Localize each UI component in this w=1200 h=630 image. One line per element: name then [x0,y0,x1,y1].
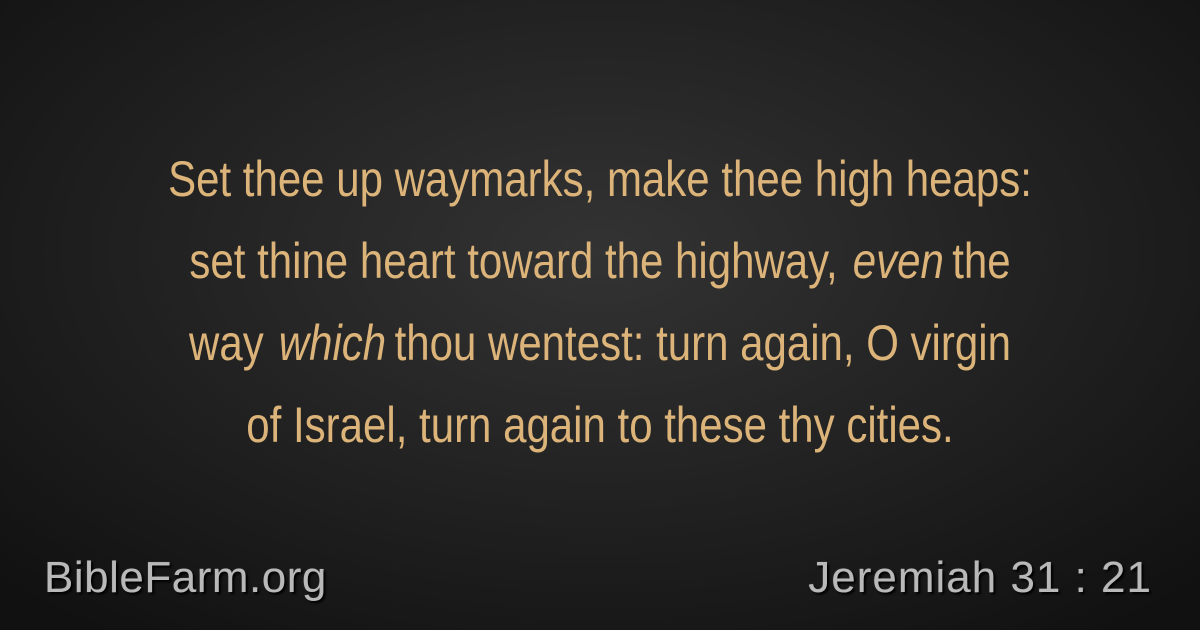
verse-line-2-text-b: the [952,233,1011,289]
verse-line-2-text-a: set thine heart toward the highway, [189,233,838,289]
verse-line-4 [130,384,1071,466]
verse-line-2 [130,220,1071,302]
verse-text [130,138,1071,466]
verse-line-2-italic: even [852,233,944,289]
verse-line-1-text: Set thee up waymarks, make thee high heaps: [168,151,1032,207]
verse-line-3 [130,302,1071,384]
verse-line-1 [130,138,1071,220]
verse-reference: Jeremiah 31 : 21 [808,553,1152,602]
verse-line-3-text-b: thou wentest: turn again, O virgin [394,315,1011,371]
verse-line-4-text: of Israel, turn again to these thy cities. [246,397,954,453]
site-name[interactable]: BibleFarm.org [44,553,327,602]
verse-line-3-text-a: way [189,315,264,371]
verse-line-3-italic: which [278,315,387,371]
